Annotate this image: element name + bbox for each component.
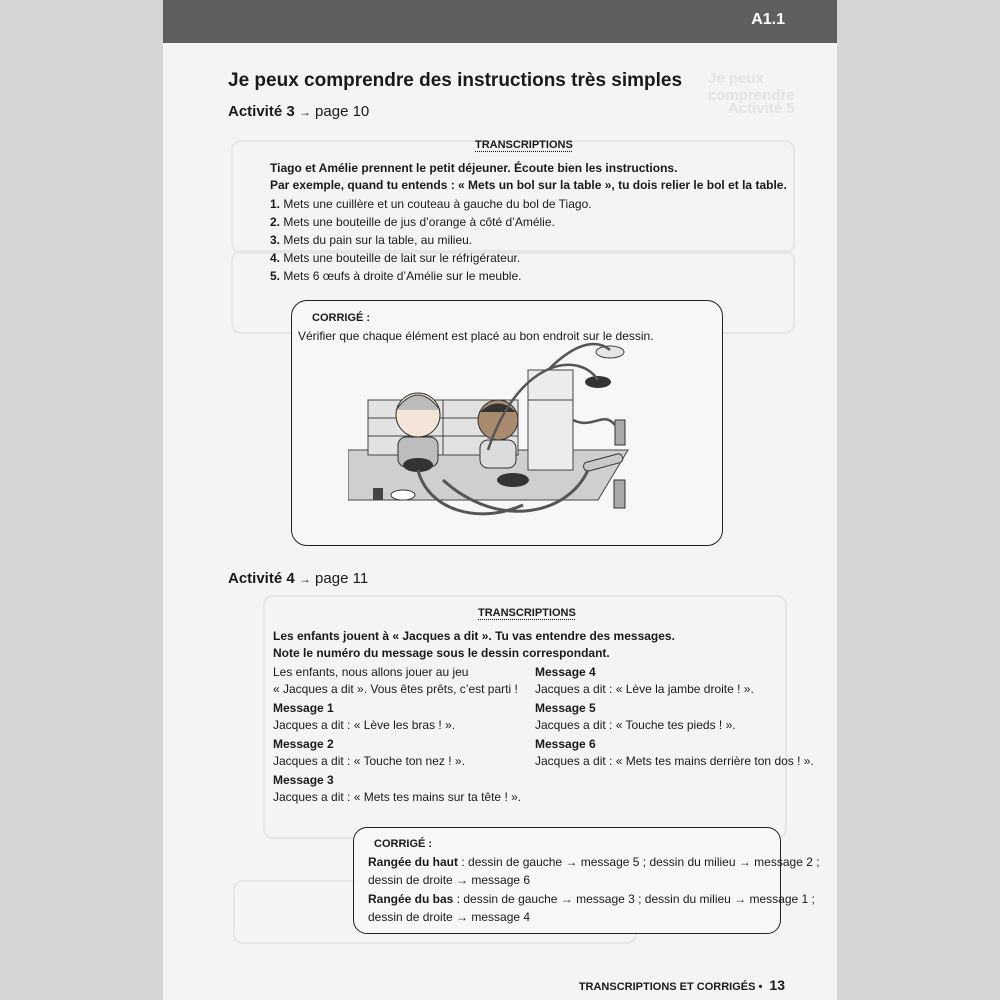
activity3-intro xyxy=(270,160,787,194)
message-text: Jacques a dit : « Mets tes mains derrière ton dos ! ». xyxy=(535,754,814,768)
item-number: 2. xyxy=(270,215,281,229)
message-item xyxy=(273,736,465,770)
bottom-row-text1: : dessin de gauche → message 3 ; dessin du milieu → message 1 ; xyxy=(453,892,815,906)
activity3-corrige-text: Vérifier que chaque élément est placé au bon endroit sur le dessin. xyxy=(298,329,654,343)
opening-line2: « Jacques a dit ». Vous êtes prêts, c’est parti ! xyxy=(273,682,518,696)
message-text: Jacques a dit : « Lève la jambe droite ! ». xyxy=(535,682,754,696)
activity4-intro-line1: Les enfants jouent à « Jacques a dit ». Tu vas entendre des messages. xyxy=(273,629,675,643)
activity4-label: Activité 4 xyxy=(228,570,295,587)
page-footer xyxy=(579,977,785,993)
activity3-page-ref: page 10 xyxy=(315,103,370,120)
message-title: Message 6 xyxy=(535,737,596,751)
activity3-heading xyxy=(228,103,369,120)
bottom-row-label: Rangée du bas xyxy=(368,892,454,906)
activity4-corrige-box xyxy=(353,827,820,934)
list-item xyxy=(270,213,592,231)
page xyxy=(163,0,837,1000)
list-item xyxy=(270,231,592,249)
activity4-intro xyxy=(273,628,675,662)
item-text: Mets une bouteille de jus d’orange à côté d’Amélie. xyxy=(283,215,555,229)
list-item xyxy=(270,195,592,213)
activity3-corrige-label: CORRIGÉ : xyxy=(312,312,371,324)
top-row-label: Rangée du haut xyxy=(368,855,459,869)
activity3-intro-line1: Tiago et Amélie prennent le petit déjeuner. Écoute bien les instructions. xyxy=(270,161,678,175)
message-item xyxy=(535,736,814,770)
item-number: 3. xyxy=(270,233,281,247)
activity4-transcriptions-label: TRANSCRIPTIONS xyxy=(478,607,576,619)
page-number: 13 xyxy=(769,977,785,993)
message-item xyxy=(535,700,736,734)
activity4-page-ref: page 11 xyxy=(315,570,369,587)
top-row-answer xyxy=(368,852,820,872)
show-through-text: Activité 5 xyxy=(728,100,795,117)
page-title: Je peux comprendre des instructions très simples xyxy=(228,70,683,91)
bottom-row-answer xyxy=(368,889,815,909)
footer-label: TRANSCRIPTIONS ET CORRIGÉS xyxy=(578,981,756,993)
list-item xyxy=(270,249,592,267)
message-item xyxy=(535,664,754,698)
item-number: 1. xyxy=(270,197,281,211)
item-text: Mets 6 œufs à droite d’Amélie sur le meuble. xyxy=(283,269,522,283)
bottom-row-text2: dessin de droite → message 4 xyxy=(368,910,531,924)
opening-line1: Les enfants, nous allons jouer au jeu xyxy=(273,665,469,679)
message-title: Message 2 xyxy=(273,737,334,751)
message-title: Message 5 xyxy=(535,701,596,715)
arrow-icon: → xyxy=(298,572,311,586)
footer-bullet: • xyxy=(758,981,763,993)
breakfast-illustration xyxy=(348,340,658,530)
activity3-intro-line2: Par exemple, quand tu entends : « Mets un bol sur la table », tu dois relier le bol et la table. xyxy=(270,178,787,192)
item-number: 4. xyxy=(270,251,281,265)
item-number: 5. xyxy=(270,269,281,283)
message-title: Message 1 xyxy=(273,701,334,715)
activity4-intro-line2: Note le numéro du message sous le dessin correspondant. xyxy=(273,646,610,660)
activity3-label: Activité 3 xyxy=(228,103,295,120)
header-bar xyxy=(163,0,837,43)
message-title: Message 4 xyxy=(535,665,596,679)
top-row-text2: dessin de droite → message 6 xyxy=(368,873,531,887)
message-title: Message 3 xyxy=(273,773,334,787)
item-text: Mets une bouteille de lait sur le réfrigérateur. xyxy=(283,251,521,265)
activity3-transcriptions-label: TRANSCRIPTIONS xyxy=(475,139,573,151)
arrow-icon: → xyxy=(298,105,311,119)
message-text: Jacques a dit : « Touche tes pieds ! ». xyxy=(535,718,736,732)
message-item xyxy=(273,700,455,734)
item-text: Mets une cuillère et un couteau à gauche du bol de Tiago. xyxy=(283,197,592,211)
message-text: Jacques a dit : « Lève les bras ! ». xyxy=(273,718,456,732)
message-item xyxy=(273,772,521,806)
level-badge: A1.1 xyxy=(751,11,785,28)
activity4-heading xyxy=(228,570,368,587)
top-row-text1: : dessin de gauche → message 5 ; dessin du milieu → message 2 ; xyxy=(458,855,820,869)
message-text: Jacques a dit : « Mets tes mains sur ta tête ! ». xyxy=(273,790,522,804)
item-text: Mets du pain sur la table, au milieu. xyxy=(283,233,473,247)
activity3-list xyxy=(270,195,592,285)
activity4-opening xyxy=(273,664,518,698)
show-through-text: Je peux comprendre xyxy=(708,70,795,104)
activity4-corrige-label: CORRIGÉ : xyxy=(374,838,433,850)
message-text: Jacques a dit : « Touche ton nez ! ». xyxy=(273,754,465,768)
list-item xyxy=(270,267,592,285)
